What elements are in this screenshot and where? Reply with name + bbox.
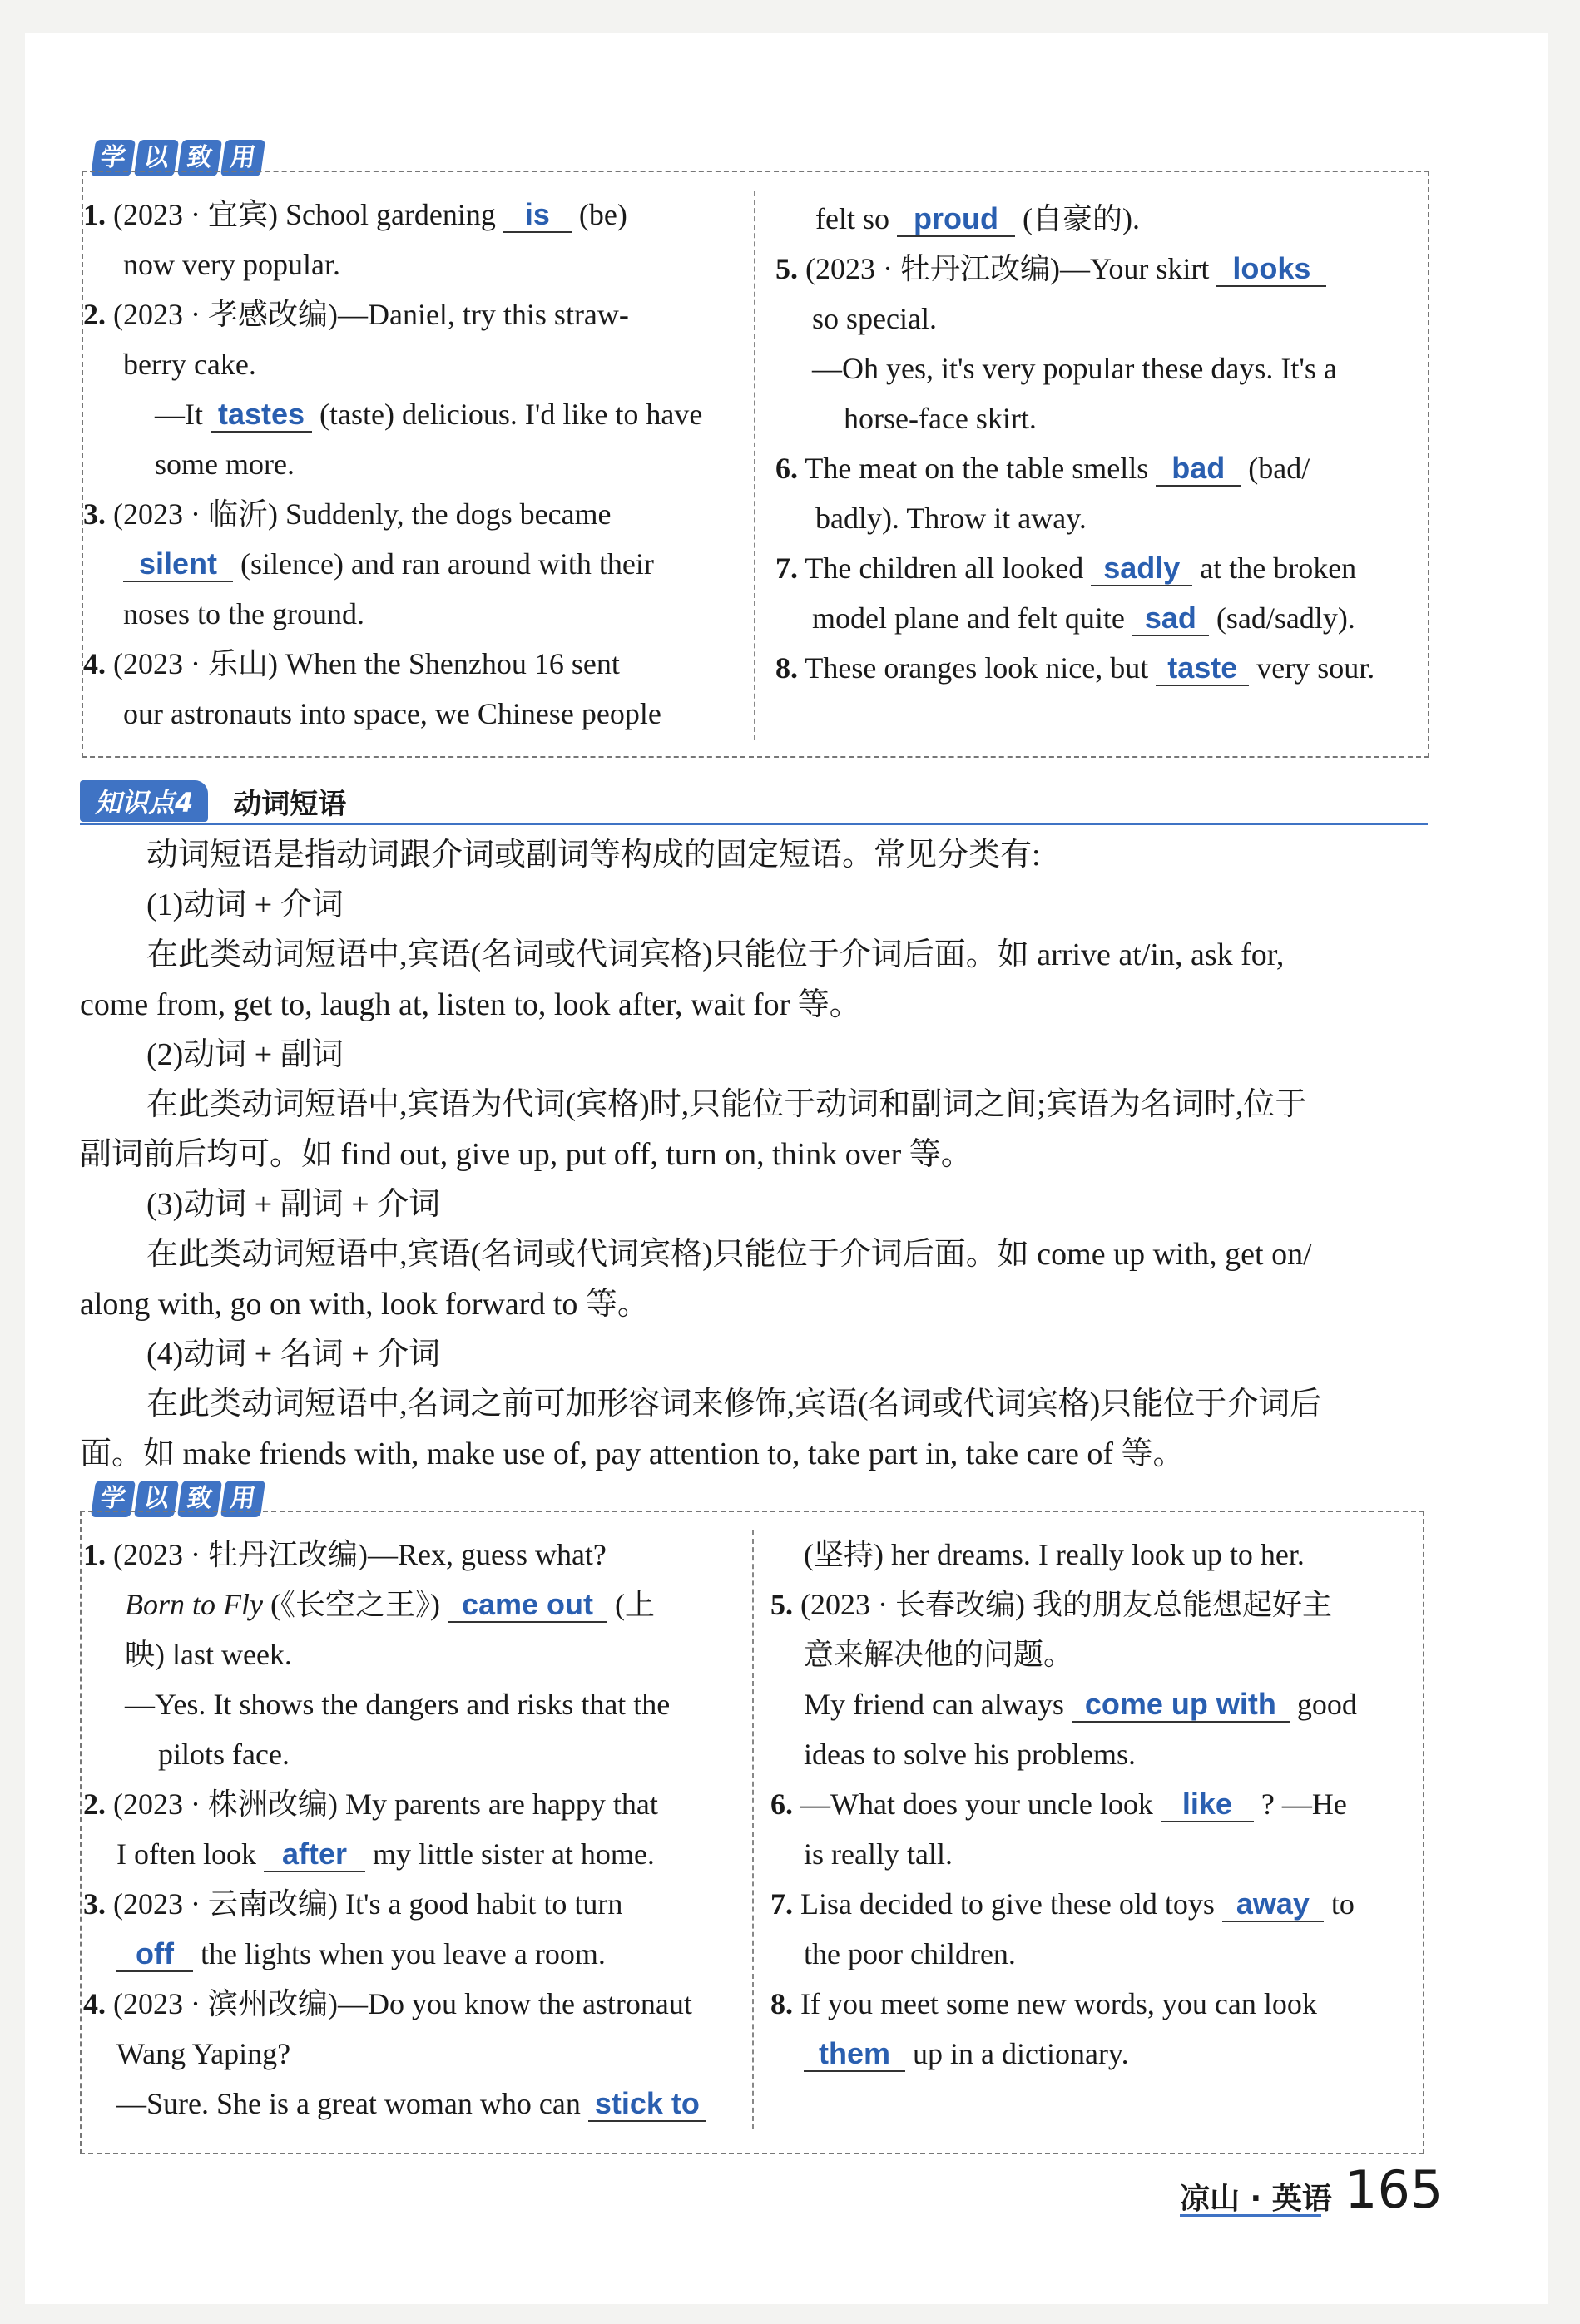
question-text: pilots face. [158, 1738, 290, 1771]
question-text: now very popular. [123, 248, 340, 281]
question-text: noses to the ground. [123, 597, 364, 630]
page-number: 165 [1345, 2159, 1444, 2220]
question-2-6: 6. —What does your uncle look like ? —He [770, 1783, 1347, 1825]
question-text: —Oh yes, it's very popular these days. It's a [812, 352, 1337, 385]
question-text: horse-face skirt. [844, 402, 1037, 435]
question-1-2: 2. (2023 · 孝感改编)—Daniel, try this straw- [83, 298, 629, 331]
badge-char: 致 [177, 1481, 222, 1517]
question-text: 意来解决他的问题。 [804, 1638, 1074, 1671]
question-2-5: 5. (2023 · 长春改编) 我的朋友总能想起好主 [770, 1588, 1332, 1621]
answer-blank: taste [1156, 650, 1249, 686]
column-divider-1 [754, 191, 755, 740]
question-text: Born to Fly (《长空之王》) came out (上 [125, 1584, 655, 1625]
answer-blank: sad [1132, 601, 1209, 636]
category-heading: (4)动词 + 名词 + 介词 [146, 1337, 441, 1372]
paragraph-line: come from, get to, laugh at, listen to, look after, wait for 等。 [80, 987, 861, 1022]
knowledge-point-header [80, 780, 346, 822]
question-text: so special. [812, 302, 937, 335]
question-2-1: 1. (2023 · 牡丹江改编)—Rex, guess what? [83, 1538, 607, 1571]
paragraph-line: 面。如 make friends with, make use of, pay attention to, take part in, take care of 等。 [80, 1436, 1185, 1471]
footer-book-title: 凉山 · 英语 [1180, 2182, 1332, 2216]
answer-blank: after [264, 1837, 365, 1872]
answer-blank: like [1161, 1787, 1254, 1822]
answer-blank: off [116, 1936, 193, 1972]
badge-char: 以 [134, 1481, 179, 1517]
paragraph-line: 在此类动词短语中,宾语(名词或代词宾格)只能位于介词后面。如 come up with, get on/ [146, 1237, 1312, 1272]
question-2-2: 2. (2023 · 株洲改编) My parents are happy that [83, 1788, 658, 1821]
question-text: —It tastes (taste) delicious. I'd like to have [155, 393, 702, 435]
question-text: them up in a dictionary. [804, 2033, 1129, 2074]
question-text: the poor children. [804, 1937, 1016, 1970]
answer-blank: tastes [211, 397, 312, 433]
question-text: felt so proud (自豪的). [815, 198, 1140, 240]
footer-rule [1180, 2214, 1321, 2217]
header-rule [80, 823, 1428, 825]
answer-blank: bad [1156, 451, 1241, 487]
question-1-4: 4. (2023 · 乐山) When the Shenzhou 16 sent [83, 647, 620, 680]
paragraph-line: 副词前后均可。如 find out, give up, put off, turn on, think over 等。 [80, 1137, 973, 1172]
answer-blank: stick to [588, 2086, 706, 2122]
category-heading: (1)动词 + 介词 [146, 888, 344, 922]
badge-char: 用 [220, 1481, 265, 1517]
paragraph-line: 在此类动词短语中,宾语为代词(宾格)时,只能位于动词和副词之间;宾语为名词时,位于 [146, 1087, 1307, 1122]
question-1-1: 1. (2023 · 宜宾) School gardening is (be) [83, 194, 627, 235]
question-text: —Yes. It shows the dangers and risks that the [125, 1688, 671, 1721]
answer-blank: come up with [1072, 1687, 1290, 1723]
question-1-8: 8. These oranges look nice, but taste very sour. [775, 647, 1374, 689]
question-text: (坚持) her dreams. I really look up to her. [804, 1538, 1305, 1571]
knowledge-point-title: 动词短语 [233, 787, 347, 821]
badge-char: 学 [91, 140, 136, 176]
question-2-7: 7. Lisa decided to give these old toys away to [770, 1883, 1355, 1925]
badge-char: 致 [177, 140, 222, 176]
answer-blank: away [1222, 1886, 1324, 1922]
question-text: berry cake. [123, 348, 256, 381]
badge-char: 用 [220, 140, 265, 176]
badge-char: 以 [134, 140, 179, 176]
question-text: model plane and felt quite sad (sad/sadly). [812, 597, 1355, 639]
knowledge-point-tag: 知识点4 [80, 780, 208, 822]
question-text: badly). Throw it away. [815, 502, 1087, 535]
question-text: our astronauts into space, we Chinese people [123, 697, 661, 730]
question-2-8: 8. If you meet some new words, you can look [770, 1987, 1317, 2020]
category-heading: (2)动词 + 副词 [146, 1037, 344, 1072]
answer-blank: them [804, 2036, 905, 2072]
question-text: ideas to solve his problems. [804, 1738, 1136, 1771]
question-text: Wang Yaping? [116, 2037, 291, 2070]
badge-char: 学 [91, 1481, 136, 1517]
answer-blank: sadly [1091, 551, 1192, 586]
category-heading: (3)动词 + 副词 + 介词 [146, 1187, 441, 1222]
question-1-5: 5. (2023 · 牡丹江改编)—Your skirt looks [775, 248, 1326, 289]
paragraph-line: along with, go on with, look forward to 等。 [80, 1287, 649, 1322]
answer-blank: is [503, 197, 572, 233]
answer-blank: proud [897, 201, 1015, 237]
column-divider-2 [752, 1530, 754, 2129]
question-2-3: 3. (2023 · 云南改编) It's a good habit to turn [83, 1887, 623, 1921]
answer-blank: came out [448, 1587, 607, 1623]
question-text: My friend can always come up with good [804, 1684, 1357, 1725]
answer-blank: looks [1216, 251, 1326, 287]
question-2-4: 4. (2023 · 滨州改编)—Do you know the astronaut [83, 1987, 692, 2020]
answer-blank: silent [123, 546, 233, 582]
paragraph-line: 在此类动词短语中,宾语(名词或代词宾格)只能位于介词后面。如 arrive at/in, ask for, [146, 937, 1285, 972]
question-1-3: 3. (2023 · 临沂) Suddenly, the dogs became [83, 497, 612, 531]
question-1-7: 7. The children all looked sadly at the broken [775, 547, 1356, 589]
question-text: silent (silence) and ran around with their [123, 543, 654, 585]
question-text: is really tall. [804, 1837, 953, 1871]
question-text: 映) last week. [125, 1638, 292, 1671]
question-text: —Sure. She is a great woman who can stick to [116, 2083, 706, 2124]
intro-text: 动词短语是指动词跟介词或副词等构成的固定短语。常见分类有: [146, 838, 1041, 873]
question-text: some more. [155, 447, 295, 481]
question-text: off the lights when you leave a room. [116, 1933, 606, 1975]
paragraph-line: 在此类动词短语中,名词之前可加形容词来修饰,宾语(名词或代词宾格)只能位于介词后 [146, 1387, 1322, 1422]
question-text: I often look after my little sister at home. [116, 1833, 655, 1875]
question-1-6: 6. The meat on the table smells bad (bad/ [775, 447, 1310, 489]
